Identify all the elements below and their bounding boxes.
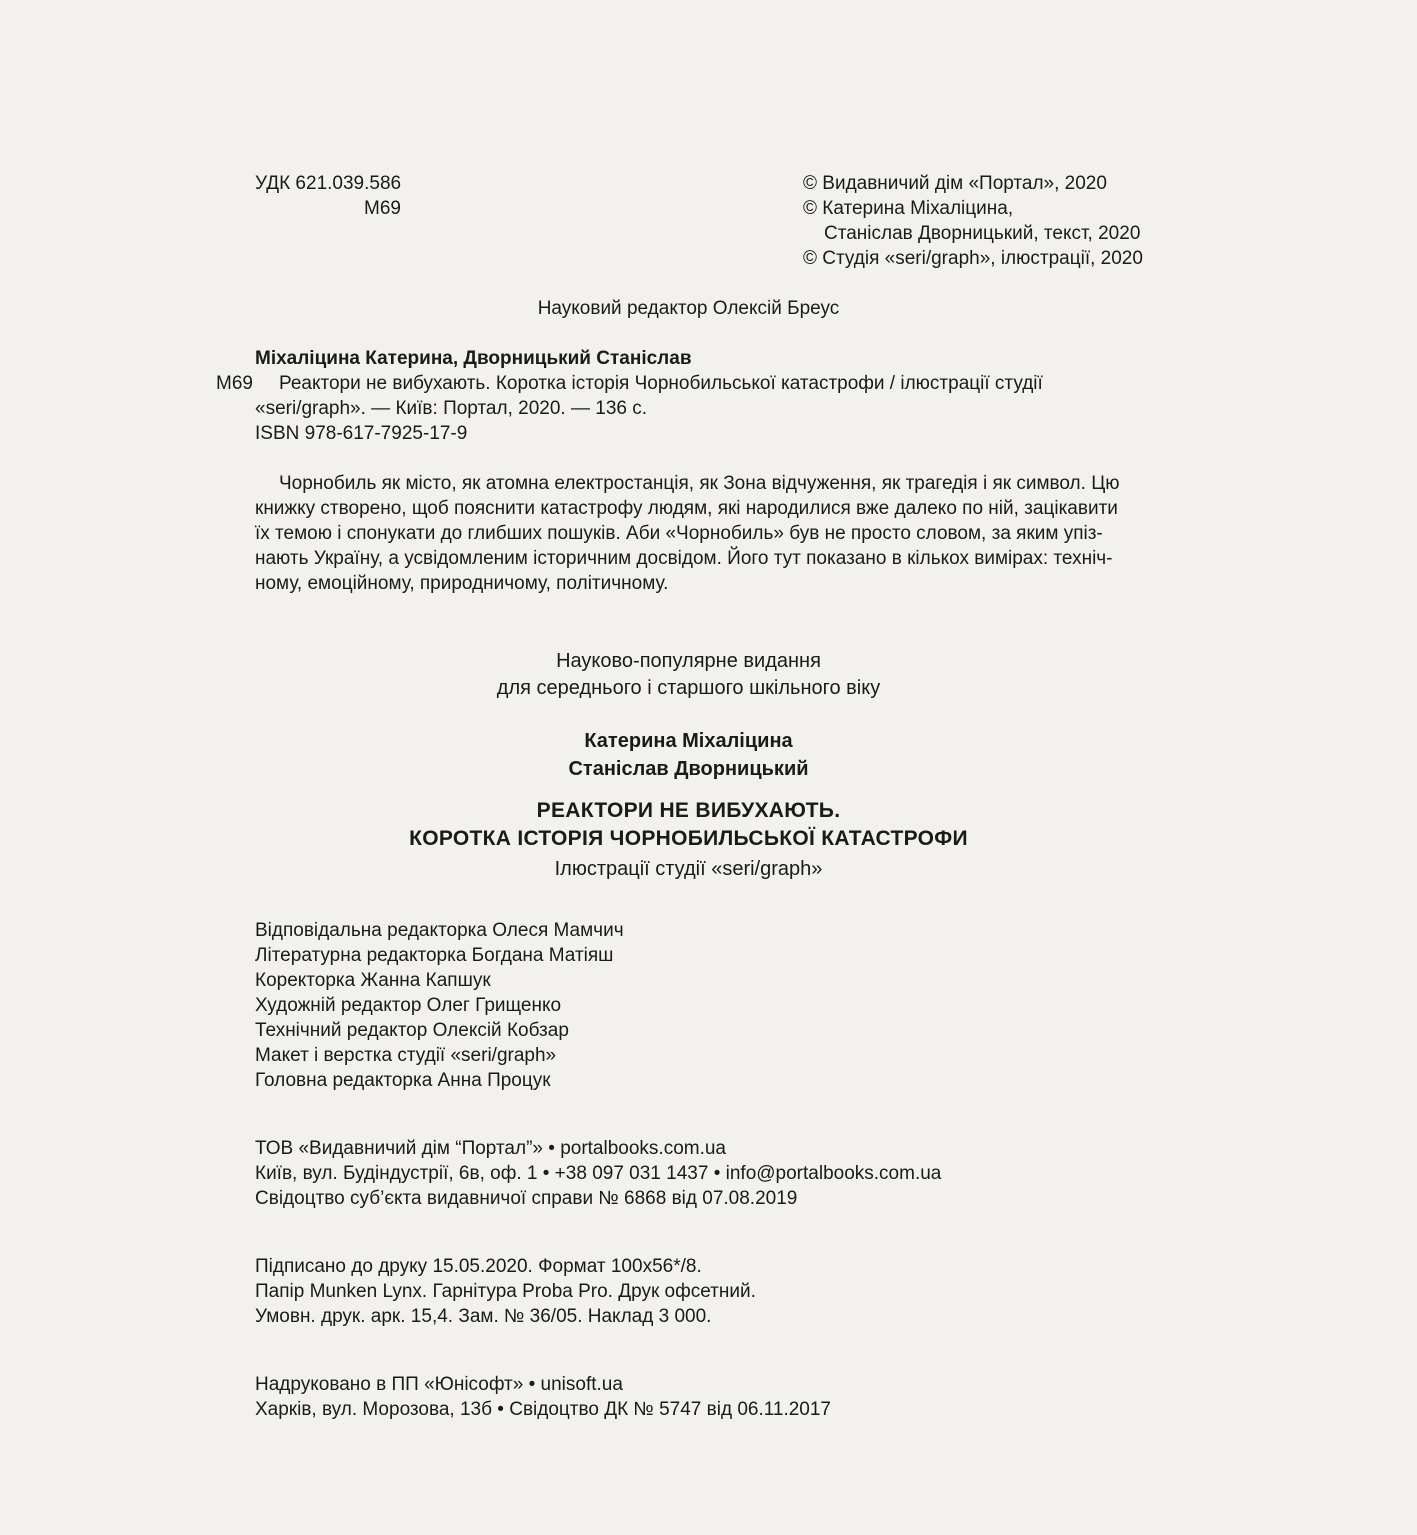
udk-code: УДК 621.039.586 [255,173,402,194]
copyright-block [803,171,1143,271]
printer-line: Харків, вул. Морозова, 13б • Свідоцтво ДК № 5747 від 06.11.2017 [255,1399,832,1420]
credit-line: Відповідальна редакторка Олеся Мамчич [255,920,624,941]
annotation-line: нають Україну, а усвідомленим історичним досвідом. Його тут показано в кількох вимірах: техніч- [255,548,1113,569]
credit-line: Макет і верстка студії «seri/graph» [255,1045,557,1066]
annotation [255,471,1135,596]
bibliographic-record [255,346,1135,446]
credit-line: Технічний редактор Олексій Кобзар [255,1020,569,1041]
author-name: Станіслав Дворницький [568,758,809,780]
print-info-line: Папір Munken Lynx. Гарнітура Proba Pro. Друк офсетний. [255,1281,756,1302]
credit-line: Коректорка Жанна Капшук [255,970,491,991]
credits-list [255,918,624,1093]
udk-block [255,171,401,221]
scientific-editor: Науковий редактор Олексій Бреус [537,298,840,319]
copyright-line: © Студія «seri/graph», ілюстрації, 2020 [803,248,1143,269]
author-mark: М69 [364,198,401,219]
credit-line: Художній редактор Олег Грищенко [255,995,562,1016]
bib-author-mark: М69 [216,373,253,394]
bib-title-line: «seri/graph». — Київ: Портал, 2020. — 136 с. [255,398,648,419]
bib-authors: Міхаліцина Катерина, Дворницький Станіслав [255,348,692,369]
book-subtitle: КОРОТКА ІСТОРІЯ ЧОРНОБИЛЬСЬКОЇ КАТАСТРОФИ [409,827,968,850]
publisher-info [255,1136,941,1211]
print-info-line: Підписано до друку 15.05.2020. Формат 100х56*/8. [255,1256,702,1277]
publisher-line: Київ, вул. Будіндустрії, 6в, оф. 1 • +38 097 031 1437 • info@portalbooks.com.ua [255,1163,942,1184]
print-info-line: Умовн. друк. арк. 15,4. Зам. № 36/05. Наклад 3 000. [255,1306,712,1327]
copyright-line: © Видавничий дім «Портал», 2020 [803,173,1107,194]
edition-block [0,648,1377,885]
copyright-line: © Катерина Міхаліцина, [803,198,1014,219]
author-name: Катерина Міхаліцина [584,730,793,752]
printer-line: Надруковано в ПП «Юнісофт» • unisoft.ua [255,1374,623,1395]
credit-line: Головна редакторка Анна Процук [255,1070,551,1091]
copyright-line: Станіслав Дворницький, текст, 2020 [824,223,1141,244]
publisher-line: Свідоцтво суб’єкта видавничої справи № 6868 від 07.08.2019 [255,1188,798,1209]
annotation-line: ному, емоційному, природничому, політичному. [255,573,669,594]
edition-audience: для середнього і старшого шкільного віку [496,677,881,699]
bib-isbn: ISBN 978-617-7925-17-9 [255,423,468,444]
annotation-line: Чорнобиль як місто, як атомна електростанція, як Зона відчуження, як трагедія і як символ. Цю [279,473,1120,494]
illustrations-credit: Ілюстрації студії «seri/graph» [554,858,823,880]
bib-title-line: Реактори не вибухають. Коротка історія Чорнобильської катастрофи / ілюстрації студії [279,373,1043,394]
publisher-line: ТОВ «Видавничий дім “Портал”» • portalbooks.com.ua [255,1138,727,1159]
print-info [255,1254,756,1329]
edition-genre: Науково-популярне видання [556,650,821,672]
printer-info [255,1372,831,1422]
annotation-line: їх темою і спонукати до глибших пошуків. Аби «Чорнобиль» був не просто словом, за яким упіз- [255,523,1103,544]
book-title: РЕАКТОРИ НЕ ВИБУХАЮТЬ. [536,799,841,822]
credit-line: Літературна редакторка Богдана Матіяш [255,945,614,966]
annotation-line: книжку створено, щоб пояснити катастрофу людям, які народилися вже далеко по ній, зацікавити [255,498,1118,519]
